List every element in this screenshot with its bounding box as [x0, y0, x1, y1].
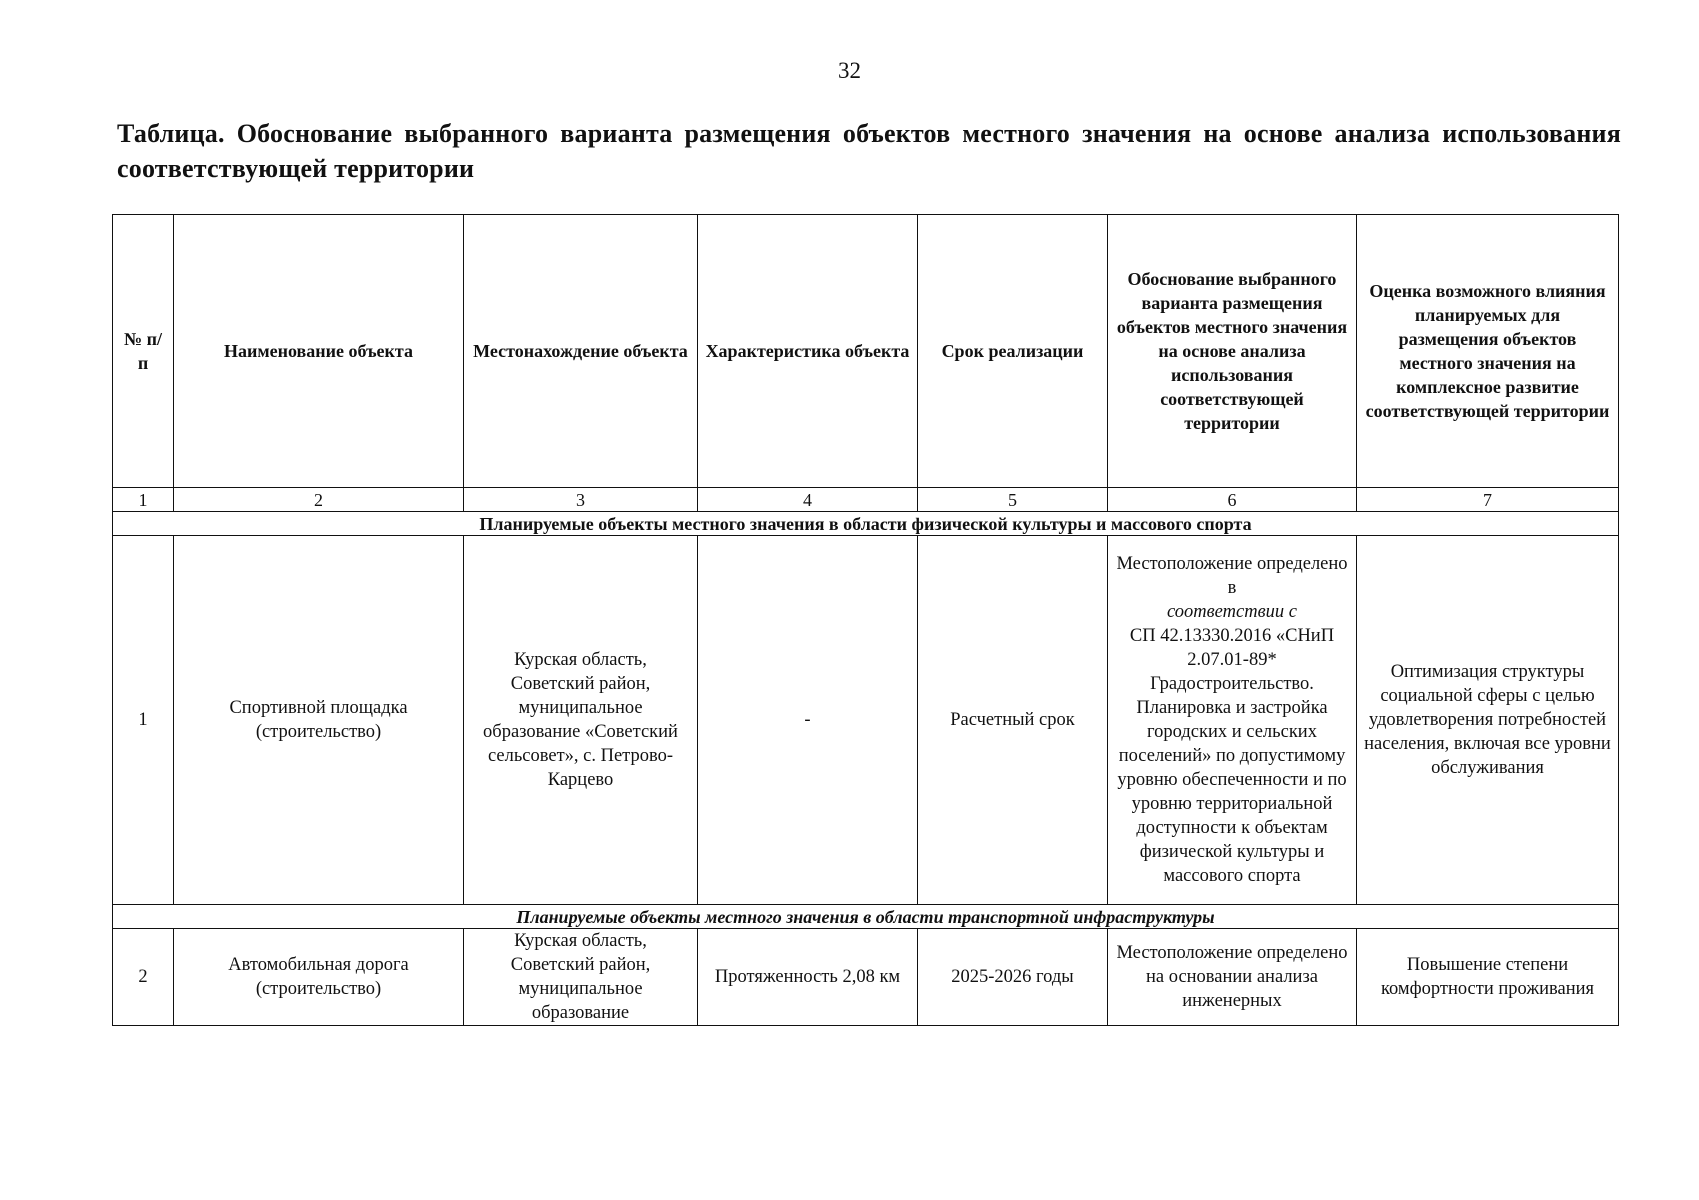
- table-row: [113, 929, 1619, 1026]
- section-row: [113, 512, 1619, 536]
- object-name: Автомобильная дорога (строительство): [174, 929, 464, 1026]
- section-title-sport: Планируемые объекты местного значения в области физической культуры и массового спорта: [113, 512, 1619, 536]
- header-cell-location: Местонахождение объекта: [464, 215, 698, 488]
- column-number: 4: [698, 488, 918, 512]
- implementation-term: Расчетный срок: [918, 536, 1108, 905]
- object-location: Курская область, Советский район, муниципальное образование: [464, 929, 698, 1026]
- table-row: [113, 536, 1619, 905]
- placement-justification: [1108, 536, 1357, 905]
- placement-justification: Местоположение определено на основании анализа инженерных: [1108, 929, 1357, 1026]
- objects-table: [112, 214, 1619, 1026]
- page-number: 32: [838, 58, 861, 83]
- object-characteristic: Протяженность 2,08 км: [698, 929, 918, 1026]
- section-row: [113, 905, 1619, 929]
- header-cell-name: Наименование объекта: [174, 215, 464, 488]
- header-cell-characteristic: Характеристика объекта: [698, 215, 918, 488]
- column-number: 1: [113, 488, 174, 512]
- header-cell-justification: Обоснование выбранного варианта размещения объектов местного значения на основе анализа использования соответствующей территории: [1108, 215, 1357, 488]
- column-number: 7: [1357, 488, 1619, 512]
- header-cell-impact: Оценка возможного влияния планируемых для размещения объектов местного значения на комплексное развитие соответствующей территории: [1357, 215, 1619, 488]
- justification-line: соответствии с: [1167, 602, 1297, 622]
- document-title: Таблица. Обоснование выбранного варианта размещения объектов местного значения на основе анализа использования соответствующей территории: [117, 119, 1621, 183]
- header-cell-term: Срок реализации: [918, 215, 1108, 488]
- justification-line: СП 42.13330.2016 «СНиП 2.07.01-89* Градостроительство. Планировка и застройка городских и сельских поселений» по допустимому уровню обеспеченности и по уровню территориальной доступности к объектам физической культуры и массового спорта: [1117, 626, 1347, 886]
- implementation-term: 2025-2026 годы: [918, 929, 1108, 1026]
- section-title-text: Планируемые объекты местного значения в области транспортной инфраструктуры: [516, 906, 1215, 927]
- column-number: 3: [464, 488, 698, 512]
- column-numbers-row: [113, 488, 1619, 512]
- row-number: 1: [113, 536, 174, 905]
- object-characteristic: -: [698, 536, 918, 905]
- header-cell-number: № п/п: [113, 215, 174, 488]
- row-number: 2: [113, 929, 174, 1026]
- justification-line: Местоположение определено в: [1116, 554, 1348, 598]
- column-number: 5: [918, 488, 1108, 512]
- object-location: Курская область, Советский район, муниципальное образование «Советский сельсовет», с. Петрово-Карцево: [464, 536, 698, 905]
- table-header-row: [113, 215, 1619, 488]
- development-impact: Оптимизация структуры социальной сферы с целью удовлетворения потребностей населения, включая все уровни обслуживания: [1357, 536, 1619, 905]
- object-name: Спортивной площадка (строительство): [174, 536, 464, 905]
- section-title-transport: [113, 905, 1619, 929]
- column-number: 2: [174, 488, 464, 512]
- development-impact: Повышение степени комфортности проживания: [1357, 929, 1619, 1026]
- column-number: 6: [1108, 488, 1357, 512]
